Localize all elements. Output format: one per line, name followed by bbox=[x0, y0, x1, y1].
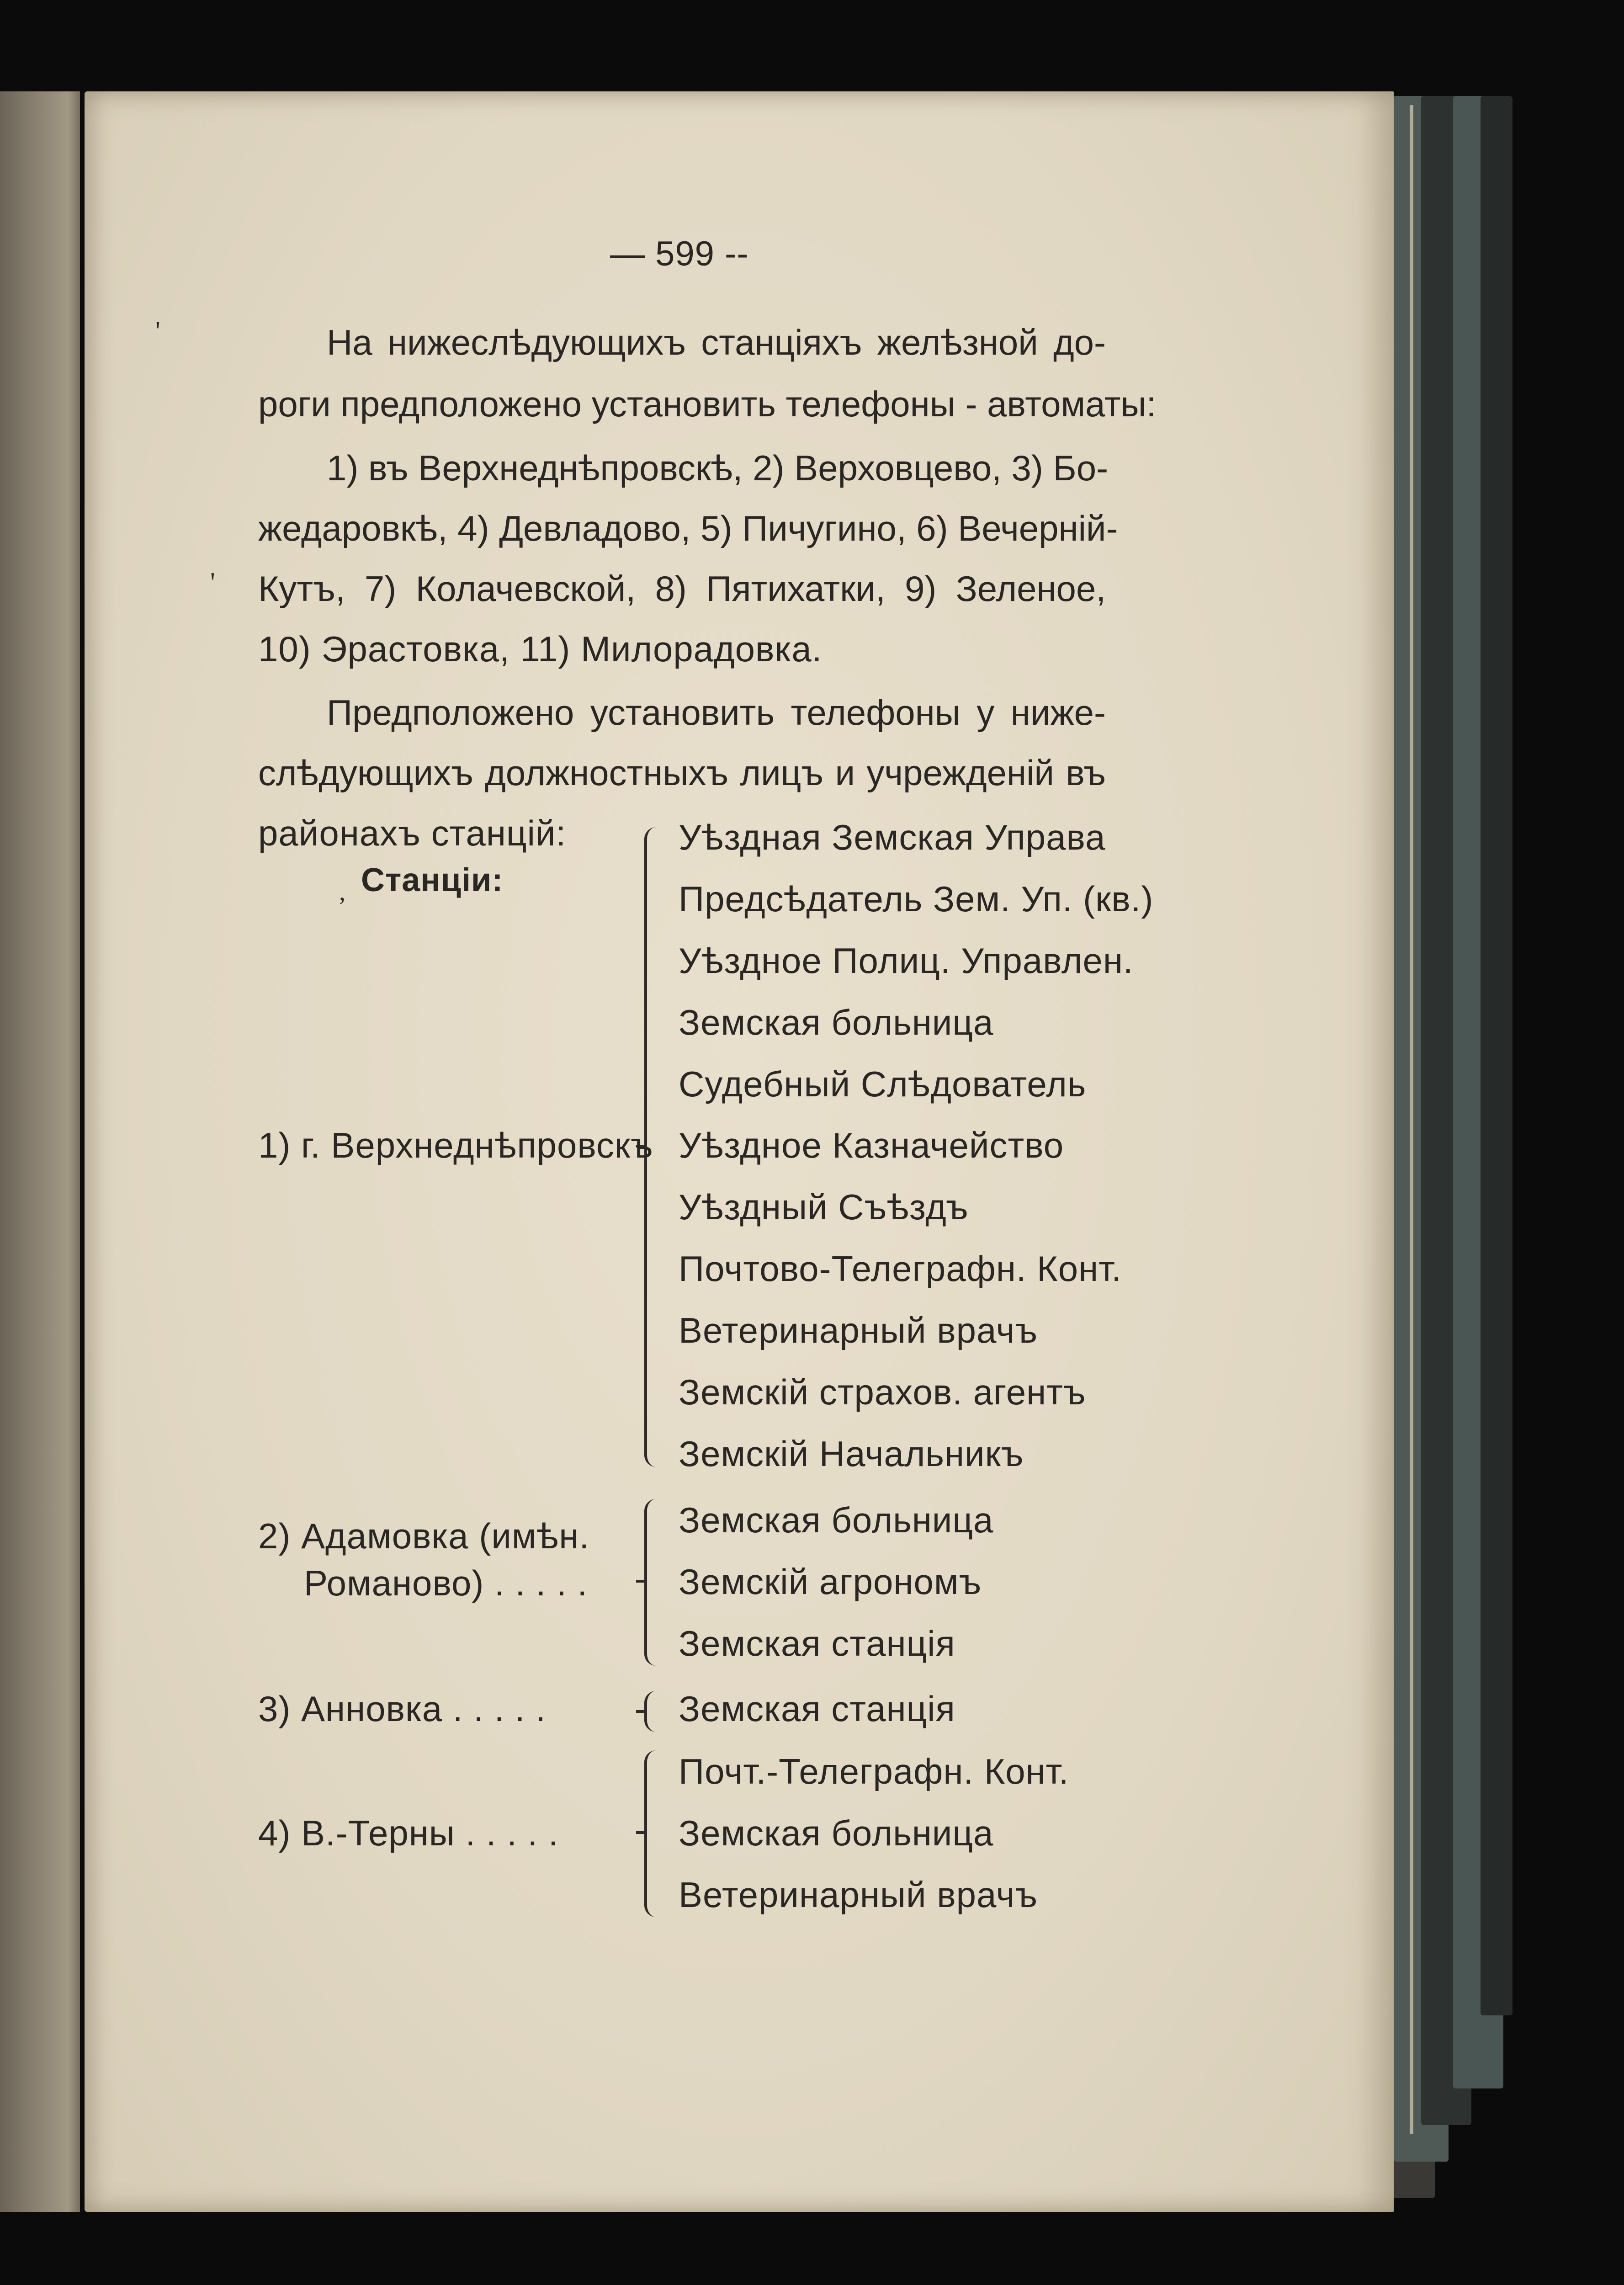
paragraph-line: Кутъ, 7) Колачевской, 8) Пятихатки, 9) Зеленое, bbox=[258, 569, 1106, 609]
institution-item: Земскій Начальникъ bbox=[679, 1434, 1024, 1474]
institution-item: Земская больница bbox=[679, 1500, 994, 1540]
page-number: — 599 -- bbox=[610, 234, 749, 273]
stations-header: Станціи: bbox=[361, 862, 504, 898]
institution-item: Почтово-Телеграфн. Конт. bbox=[679, 1249, 1122, 1289]
page-stack bbox=[1481, 96, 1513, 2015]
margin-mark: ' bbox=[210, 567, 215, 597]
paragraph-line: роги предположено установить телефоны - автоматы: bbox=[258, 384, 1157, 424]
institution-item: Предсѣдатель Зем. Уп. (кв.) bbox=[679, 879, 1154, 919]
institution-item: Земская больница bbox=[679, 1002, 994, 1042]
header-mark: , bbox=[339, 878, 345, 906]
institution-item: Земская больница bbox=[679, 1813, 994, 1853]
paragraph-line: районахъ станцій: bbox=[258, 813, 567, 853]
institution-item: Земская станція bbox=[679, 1689, 955, 1729]
brace-tip bbox=[636, 1710, 646, 1713]
margin-mark: ' bbox=[155, 316, 160, 346]
paragraph-line: 10) Эрастовка, 11) Милорадовка. bbox=[258, 629, 823, 669]
institution-item: Уѣздное Полиц. Управлен. bbox=[679, 941, 1134, 981]
institution-item: Земская станція bbox=[679, 1623, 955, 1663]
institution-item: Судебный Слѣдователь bbox=[679, 1064, 1087, 1104]
brace-tip bbox=[636, 1580, 646, 1583]
brace-tip bbox=[636, 1831, 646, 1834]
institution-item: Ветеринарный врачъ bbox=[679, 1875, 1038, 1915]
page-edge-line bbox=[1410, 105, 1413, 2134]
brace bbox=[644, 1499, 663, 1666]
station-name: 1) г. Верхнеднѣпровскъ bbox=[258, 1125, 653, 1165]
institution-item: Уѣздная Земская Управа bbox=[679, 817, 1106, 857]
institution-item: Уѣздный Съѣздъ bbox=[679, 1187, 969, 1227]
left-page-edge bbox=[0, 91, 80, 2212]
institution-item: Земскій агрономъ bbox=[679, 1562, 982, 1602]
paragraph-line: Предположено установить телефоны у ниже- bbox=[327, 692, 1106, 733]
institution-item: Земскій страхов. агентъ bbox=[679, 1372, 1086, 1412]
brace bbox=[644, 1750, 663, 1917]
paragraph-line: 1) въ Верхнеднѣпровскѣ, 2) Верховцево, 3) Бо- bbox=[327, 448, 1109, 488]
paragraph-line: слѣдующихъ должностныхъ лицъ и учрежденій въ bbox=[258, 753, 1106, 793]
station-name: 4) В.-Терны . . . . . bbox=[258, 1813, 559, 1853]
station-name: 3) Анновка . . . . . bbox=[258, 1689, 546, 1729]
paragraph-line: На нижеслѣдующихъ станціяхъ желѣзной до- bbox=[327, 322, 1106, 362]
institution-item: Почт.-Телеграфн. Конт. bbox=[679, 1751, 1069, 1791]
brace bbox=[644, 1691, 663, 1732]
station-name: Романово) . . . . . bbox=[304, 1563, 588, 1603]
station-name: 2) Адамовка (имѣн. bbox=[258, 1516, 589, 1556]
paragraph-line: жедаровкѣ, 4) Девладово, 5) Пичугино, 6) Вечерній- bbox=[258, 508, 1118, 548]
institution-item: Ветеринарный врачъ bbox=[679, 1310, 1038, 1350]
institution-item: Уѣздное Казначейство bbox=[679, 1125, 1064, 1165]
